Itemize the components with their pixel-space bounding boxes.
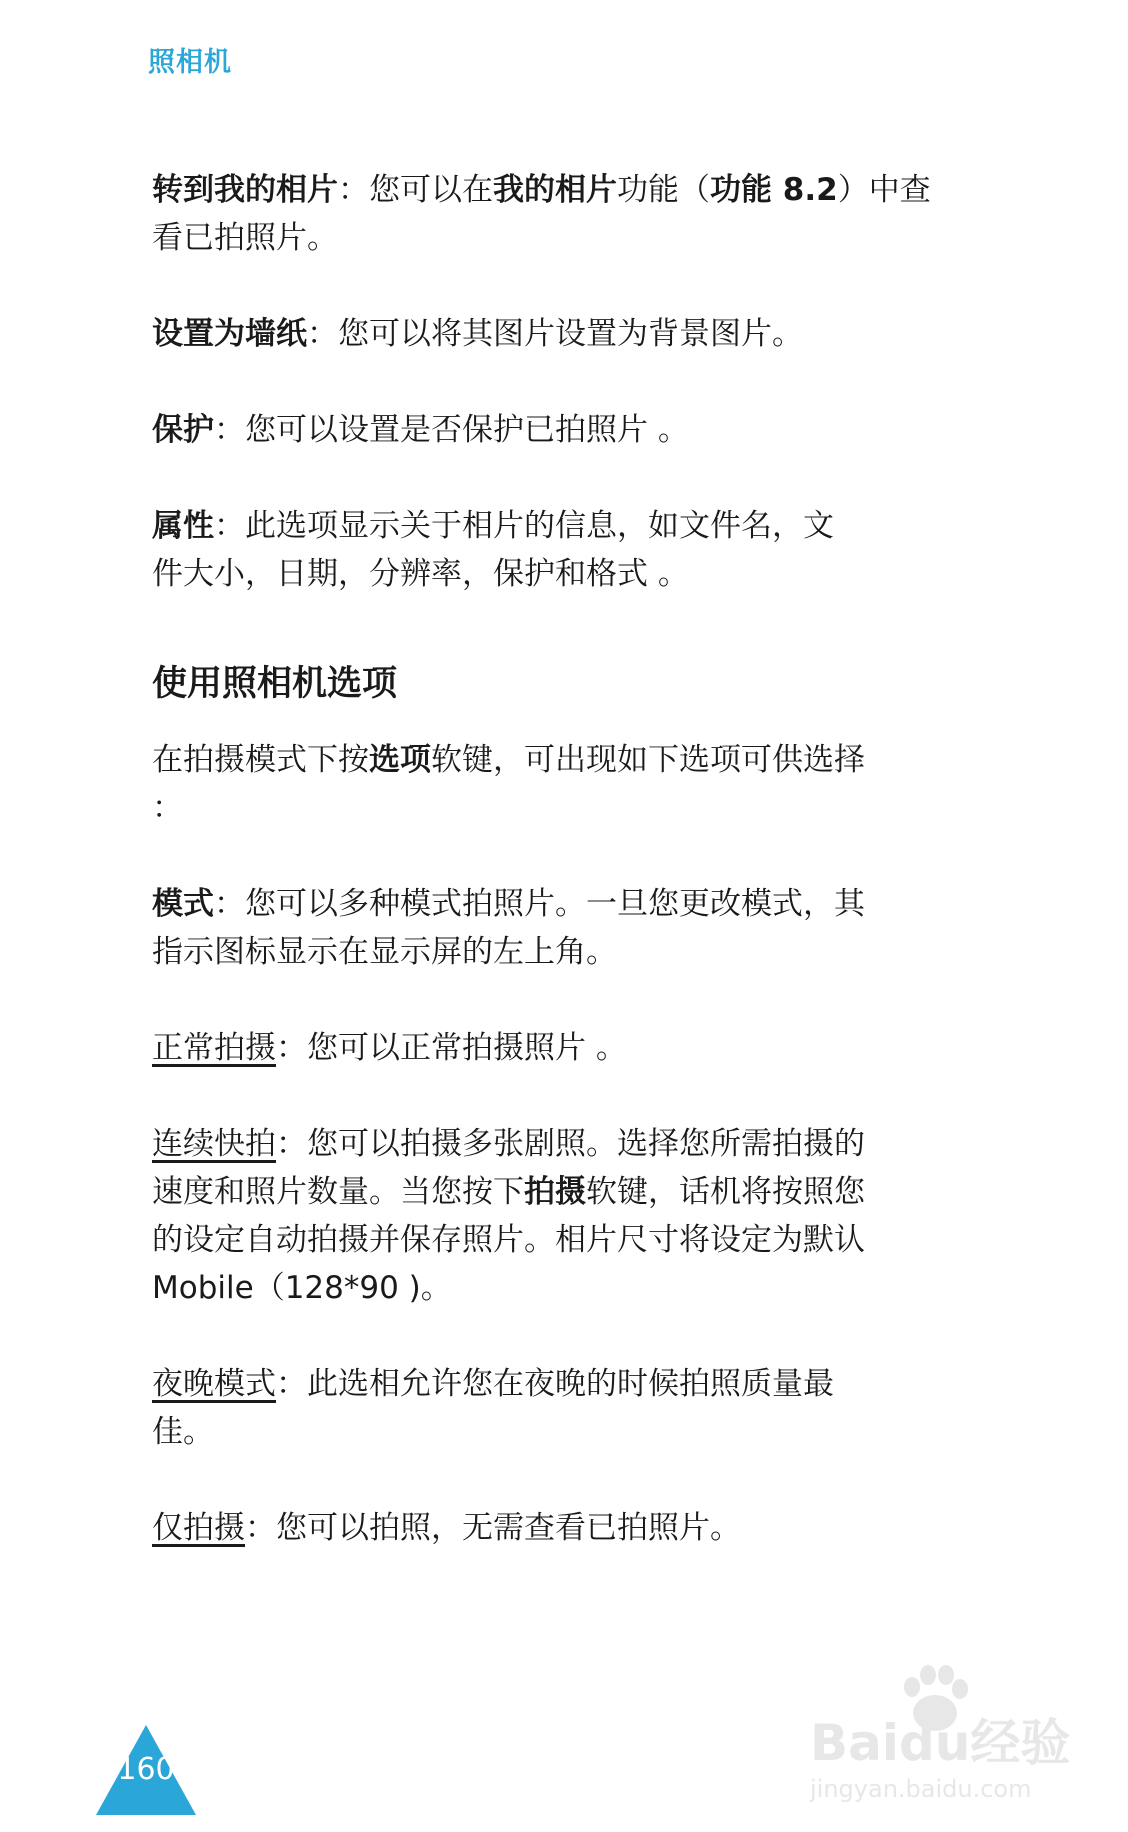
separator: ：: [276, 1030, 307, 1066]
watermark: [800, 1665, 1080, 1815]
separator: ：: [338, 172, 369, 208]
wallpaper-text: 您可以将其图片设置为背景图片。: [338, 316, 803, 352]
watermark-url: jingyan.baidu.com: [810, 1775, 1032, 1803]
separator: ：: [214, 412, 245, 448]
protect-text: 您可以设置是否保护已拍照片 。: [245, 412, 689, 448]
mode-burst: [152, 1120, 892, 1312]
mode-text: 您可以多种模式拍照片。一旦您更改模式，其指示图标显示在显示屏的左上角。: [152, 886, 865, 970]
term-night-mode: 夜晚模式: [152, 1366, 276, 1402]
section-header: 照相机: [148, 47, 232, 78]
item-protect: [152, 406, 952, 454]
intro-text-1: 在拍摄模式下按: [152, 742, 369, 778]
separator: ：: [214, 886, 245, 922]
page-content: [152, 166, 952, 1600]
capture-only-text: 您可以拍照，无需查看已拍照片。: [276, 1510, 741, 1546]
item-wallpaper: [152, 310, 952, 358]
separator: ：: [214, 508, 245, 544]
term-burst-shot: 连续快拍: [152, 1126, 276, 1162]
term-wallpaper: 设置为墙纸: [152, 316, 307, 352]
item-mode: [152, 880, 872, 976]
term-protect: 保护: [152, 412, 214, 448]
options-intro: [152, 736, 872, 832]
mode-normal: [152, 1024, 952, 1072]
watermark-brand: Baidu经验: [810, 1714, 1071, 1772]
separator: ：: [276, 1366, 307, 1402]
goto-photos-text-2: 功能（: [617, 172, 710, 208]
capture-softkey-ref: 拍摄: [524, 1174, 586, 1210]
mode-capture-only: [152, 1504, 952, 1552]
night-mode-text: 此选相允许您在夜晚的时候拍照质量最佳。: [152, 1366, 834, 1450]
item-properties: [152, 502, 852, 598]
item-goto-photos: [152, 166, 952, 262]
normal-shot-text: 您可以正常拍摄照片 。: [307, 1030, 627, 1066]
function-ref: 功能 8.2: [710, 172, 838, 208]
separator: ：: [307, 316, 338, 352]
properties-text: 此选项显示关于相片的信息，如文件名，文件大小，日期，分辨率，保护和格式 。: [152, 508, 834, 592]
goto-photos-text-1: 您可以在: [369, 172, 493, 208]
goto-photos-text-3: ）中查看已拍照片。: [152, 172, 931, 256]
page-number: 160: [117, 1752, 175, 1787]
term-properties: 属性: [152, 508, 214, 544]
intro-text-2: 软键，可出现如下选项可供选择 ：: [152, 742, 865, 826]
separator: ：: [245, 1510, 276, 1546]
separator: ：: [276, 1126, 307, 1162]
burst-text-2: 软键，话机将按照您的设定自动拍摄并保存照片。相片尺寸将设定为默认Mobile（128*90 )。: [152, 1174, 865, 1306]
options-softkey-ref: 选项: [369, 742, 431, 778]
my-photos-menu-ref: 我的相片: [493, 172, 617, 208]
section-heading: 使用照相机选项: [152, 664, 398, 704]
term-goto-photos: 转到我的相片: [152, 172, 338, 208]
burst-text-1: 您可以拍摄多张剧照。选择您所需拍摄的速度和照片数量。当您按下: [152, 1126, 865, 1210]
term-capture-only: 仅拍摄: [152, 1510, 245, 1546]
mode-night: [152, 1360, 872, 1456]
term-mode: 模式: [152, 886, 214, 922]
term-normal-shot: 正常拍摄: [152, 1030, 276, 1066]
